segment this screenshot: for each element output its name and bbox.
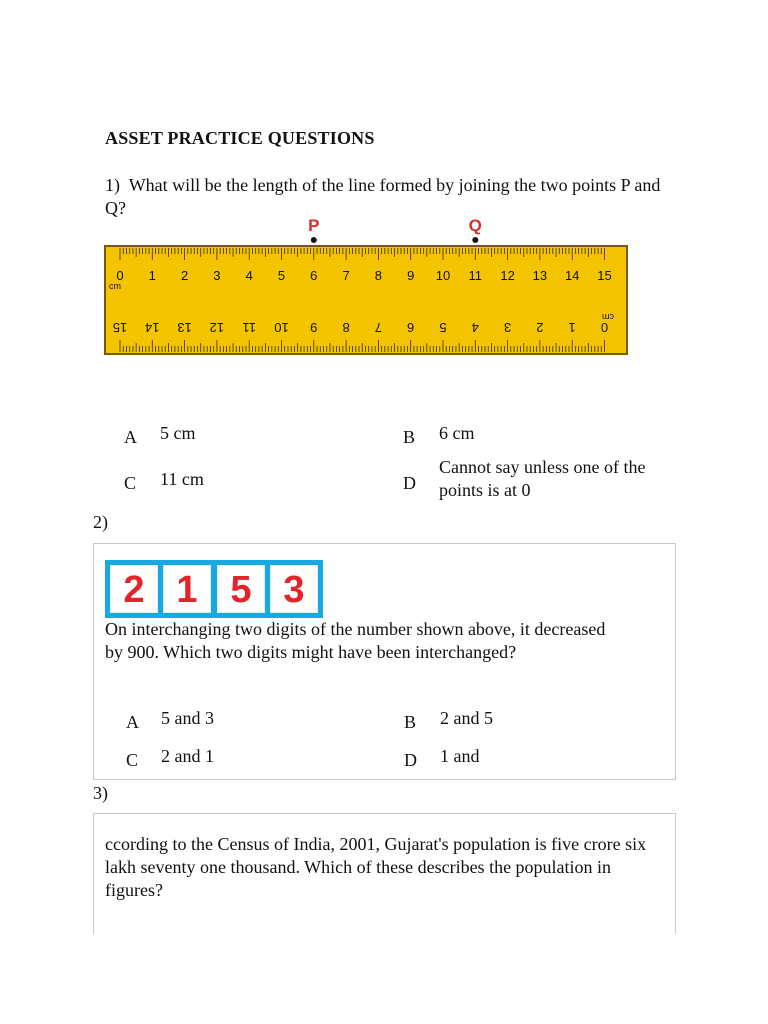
ruler-figure xyxy=(100,212,632,360)
digit-box: 5 xyxy=(217,565,265,613)
point-p-label: P xyxy=(308,216,320,235)
ruler-bottom-number: 13 xyxy=(177,320,192,335)
question-1-text: What will be the length of the line formed by joining the two points P and Q? xyxy=(105,175,661,218)
q1-option-c-text[interactable]: 11 cm xyxy=(160,469,204,489)
q1-option-b-text[interactable]: 6 cm xyxy=(439,423,475,443)
ruler-top-number: 7 xyxy=(342,268,350,283)
q2-option-b-letter: B xyxy=(404,712,417,732)
ruler-top-number: 11 xyxy=(468,268,483,283)
ruler-bottom-number: 10 xyxy=(274,320,289,335)
ruler-bottom-number: 14 xyxy=(145,320,160,335)
ruler-bottom-number: 8 xyxy=(342,320,350,335)
ruler-bottom-number: 0 xyxy=(600,320,609,335)
ruler-bottom-number: 7 xyxy=(374,320,383,335)
q1-option-c-letter: C xyxy=(124,473,137,493)
q2-option-a-text[interactable]: 5 and 3 xyxy=(161,708,214,728)
point-p-dot xyxy=(311,237,317,243)
ruler-top-number: 6 xyxy=(310,268,318,283)
digit-box: 1 xyxy=(163,565,211,613)
ruler-bottom-number: 2 xyxy=(536,320,544,335)
ruler-top-number: 4 xyxy=(245,268,253,283)
page-title: ASSET PRACTICE QUESTIONS xyxy=(105,128,375,148)
q2-option-c-text[interactable]: 2 and 1 xyxy=(161,746,214,766)
q2-option-b-text[interactable]: 2 and 5 xyxy=(440,708,493,728)
ruler-top-number: 9 xyxy=(407,268,415,283)
ruler-bottom-number: 9 xyxy=(310,320,318,335)
point-q-dot xyxy=(472,237,478,243)
number-display xyxy=(105,560,323,618)
ruler-bottom-number: 5 xyxy=(439,320,447,335)
question-1-number: 1) xyxy=(105,175,120,195)
question-2-number: 2) xyxy=(93,512,108,532)
ruler-top-number: 3 xyxy=(213,268,221,283)
q2-option-c-letter: C xyxy=(126,750,139,770)
digit-box: 3 xyxy=(270,565,318,613)
point-q-label: Q xyxy=(468,216,482,235)
q1-option-d-letter: D xyxy=(403,473,416,493)
ruler-bottom-number: 12 xyxy=(209,320,225,335)
q2-option-a-letter: A xyxy=(126,712,139,732)
q1-option-d-text[interactable]: Cannot say unless one of the points is at 0 xyxy=(439,457,646,500)
ruler-top-number: 5 xyxy=(277,268,286,283)
q1-option-a-letter: A xyxy=(124,427,137,447)
ruler-top-number: 0 xyxy=(116,268,124,283)
q1-option-a-text[interactable]: 5 cm xyxy=(160,423,196,443)
ruler-unit-bottom: cm xyxy=(602,312,614,322)
ruler-bottom-number: 3 xyxy=(503,320,512,335)
ruler-body xyxy=(105,246,627,354)
ruler-top-number: 12 xyxy=(500,268,515,283)
question-3-number: 3) xyxy=(93,783,108,803)
ruler-top-number: 8 xyxy=(374,268,383,283)
ruler-top-number: 13 xyxy=(532,268,548,283)
question-2-text: On interchanging two digits of the number shown above, it decreased by 900. Which two digits might have been interchanged? xyxy=(105,619,606,662)
ruler-top-number: 2 xyxy=(180,268,189,283)
ruler-bottom-number: 1 xyxy=(568,320,576,335)
ruler-unit-top: cm xyxy=(109,281,121,291)
digit-box: 2 xyxy=(110,565,158,613)
q2-option-d-letter: D xyxy=(404,750,417,770)
ruler-top-number: 10 xyxy=(435,268,451,283)
q1-option-b-letter: B xyxy=(403,427,416,447)
ruler-top-number: 15 xyxy=(597,268,612,283)
question-3-text: ccording to the Census of India, 2001, Gujarat's population is five crore six lakh seventy one thousand. Which of these describes the population in figures? xyxy=(105,834,647,900)
ruler-top-number: 1 xyxy=(148,268,156,283)
q2-option-d-text[interactable]: 1 and xyxy=(440,746,480,766)
ruler-top-number: 14 xyxy=(564,268,580,283)
ruler-bottom-number: 6 xyxy=(407,320,415,335)
ruler-bottom-number: 11 xyxy=(242,320,256,335)
ruler-bottom-number: 4 xyxy=(471,320,479,335)
ruler-bottom-number: 15 xyxy=(112,320,128,335)
